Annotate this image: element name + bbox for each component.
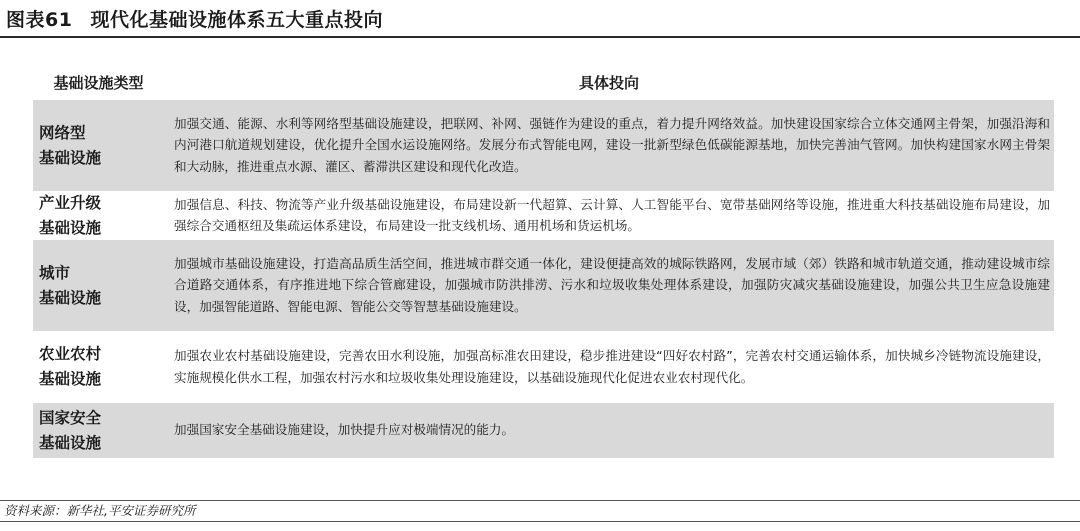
row-type-line: 基础设施 bbox=[39, 218, 102, 237]
table-row bbox=[33, 403, 1054, 460]
row-content-text: 加强交通、能源、水利等网络型基础设施建设，把联网、补网、强链作为建设的重点，着力提升网络效益。加快建设国家综合立体交通网主骨架，加强沿海和内河港口航道规划建设，优化提升全国水运设施网络。发展分布式智能电网，建设一批新型绿色低碳能源基地，加快完善油气管网。加快构建国家水网主骨架和大动脉，推进重点水源、灌区、蓄滞洪区建设和现代化改造。 bbox=[174, 115, 1050, 174]
row-type-line: 基础设施 bbox=[39, 370, 102, 388]
row-content-text: 加强国家安全基础设施建设，加快提升应对极端情况的能力。 bbox=[174, 422, 515, 438]
row-type-line: 基础设施 bbox=[39, 288, 102, 307]
row-content bbox=[164, 403, 1054, 458]
row-content-text: 加强农业农村基础设施建设，完善农田水利设施，加强高标准农田建设，稳步推进建设“四好农村路”，完善农村交通运输体系，加快城乡冷链物流设施建设，实施规模化供水工程，加强农村污水和垃圾收集处理设施建设，以基础设施现代化促进农业农村现代化。 bbox=[174, 348, 1050, 385]
investment-table bbox=[33, 66, 1054, 460]
row-content-text: 加强城市基础设施建设，打造高品质生活空间，推进城市群交通一体化，建设便捷高效的城际铁路网，发展市域（郊）铁路和城市轨道交通，推动建设城市综合道路交通体系，有序推进地下综合管廊建设，加强城市防洪排涝、污水和垃圾收集处理体系建设，加强防灾减灾基础设施建设，加强公共卫生应急设施建设，加强智能道路、智能电源、智能公交等智慧基础设施建设。 bbox=[174, 255, 1050, 314]
row-type-line: 网络型 bbox=[39, 123, 86, 142]
row-type bbox=[33, 333, 164, 401]
row-type-line: 城市 bbox=[39, 263, 71, 282]
row-content bbox=[164, 333, 1054, 401]
row-content bbox=[164, 193, 1054, 238]
row-content-text: 加强信息、科技、物流等产业升级基础设施建设，布局建设新一代超算、云计算、人工智能平台、宽带基础网络等设施，推进重大科技基础设施布局建设，加强综合交通枢纽及集疏运体系建设，布局建设一批支线机场、通用机场和货运机场。 bbox=[174, 196, 1050, 233]
row-type-line: 基础设施 bbox=[39, 148, 102, 167]
header-content: 具体投向 bbox=[578, 74, 639, 92]
row-type-line: 基础设施 bbox=[39, 433, 102, 452]
table-row bbox=[33, 240, 1054, 333]
table-row bbox=[33, 333, 1054, 403]
row-content bbox=[164, 100, 1054, 191]
row-type-line: 国家安全 bbox=[39, 408, 102, 427]
table-header bbox=[33, 66, 1054, 100]
row-type bbox=[33, 240, 164, 331]
figure-title bbox=[0, 0, 1080, 38]
row-type bbox=[33, 193, 164, 238]
table-row bbox=[33, 100, 1054, 193]
row-content bbox=[164, 240, 1054, 331]
figure-title-text: 现代化基础设施体系五大重点投向 bbox=[90, 8, 383, 31]
row-type-line: 农业农村 bbox=[39, 345, 102, 363]
row-type-line: 产业升级 bbox=[39, 193, 102, 212]
source-note: 资料来源：新华社,平安证券研究所 bbox=[0, 500, 1080, 522]
row-type bbox=[33, 100, 164, 191]
row-type bbox=[33, 403, 164, 458]
header-type: 基础设施类型 bbox=[53, 74, 144, 92]
table-row bbox=[33, 193, 1054, 240]
figure-number: 图表61 bbox=[6, 8, 73, 31]
